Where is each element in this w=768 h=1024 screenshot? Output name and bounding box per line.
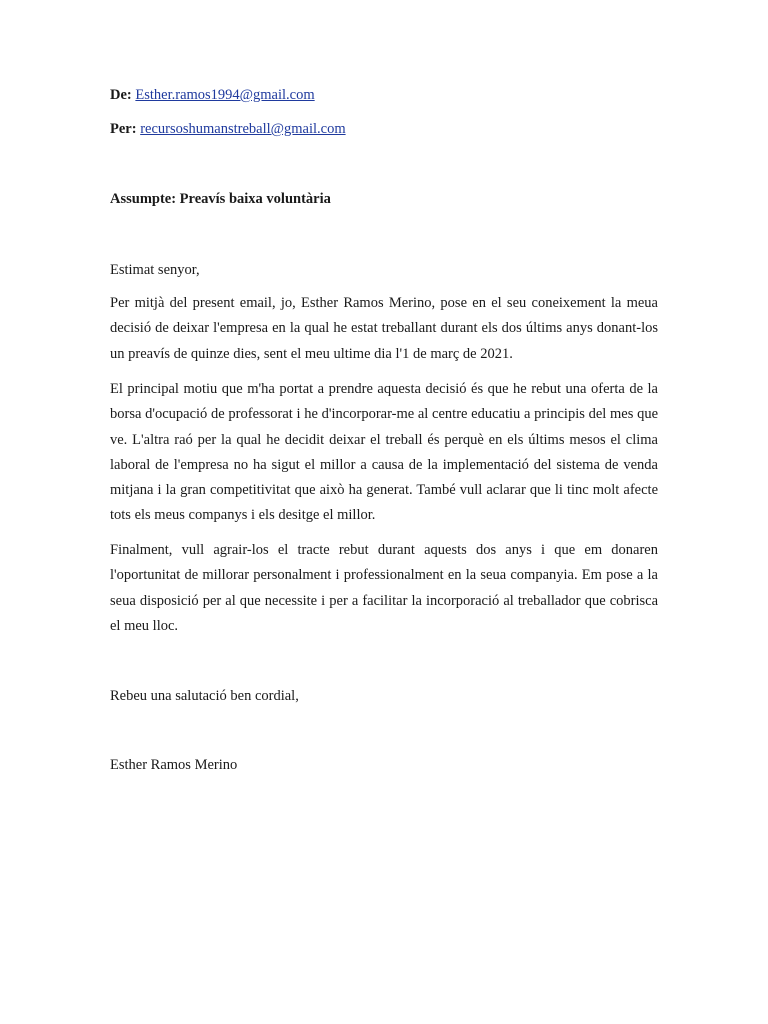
to-email-link[interactable]: recursoshumanstreball@gmail.com xyxy=(140,121,346,137)
body-paragraph-1: Per mitjà del present email, jo, Esther Ramos Merino, pose en el seu coneixement la meua decisió de deixar l'empresa en la qual he estat treballant durant els dos últims anys donant-los un preavís de quinze dies, sent el meu ultime dia l'1 de març de 2021. xyxy=(110,295,658,362)
to-line xyxy=(110,120,346,138)
closing-line: Rebeu una salutació ben cordial, xyxy=(110,688,299,704)
to-label: Per: xyxy=(110,121,137,137)
from-label: De: xyxy=(110,87,132,103)
from-line xyxy=(110,86,315,104)
from-email-link[interactable]: Esther.ramos1994@gmail.com xyxy=(135,87,315,103)
salutation: Estimat senyor, xyxy=(110,262,200,278)
body-paragraph-2: El principal motiu que m'ha portat a prendre aquesta decisió és que he rebut una oferta de la borsa d'ocupació de professorat i he d'incorporar-me al centre educatiu a principis del mes que ve. L'altra raó per la qual he decidit deixar el treball és perquè en els últims mesos el clima laboral de l'empresa no ha sigut el millor a causa de la implementació del sistema de venda mitjana i la gran competitivitat que això ha generat. També vull aclarar que li tinc molt afecte tots els meus companys i els desitge el millor. xyxy=(110,381,658,524)
body-paragraph-3: Finalment, vull agrair-los el tracte rebut durant aquests dos anys i que em donaren l'oportunitat de millorar personalment i professionalment en la seua companyia. Em pose a la seua disposició per al que necessite i per a facilitar la incorporació al treballador que cobrisca el meu lloc. xyxy=(110,542,658,634)
signature-name: Esther Ramos Merino xyxy=(110,757,238,773)
subject-line: Assumpte: Preavís baixa voluntària xyxy=(110,191,331,207)
